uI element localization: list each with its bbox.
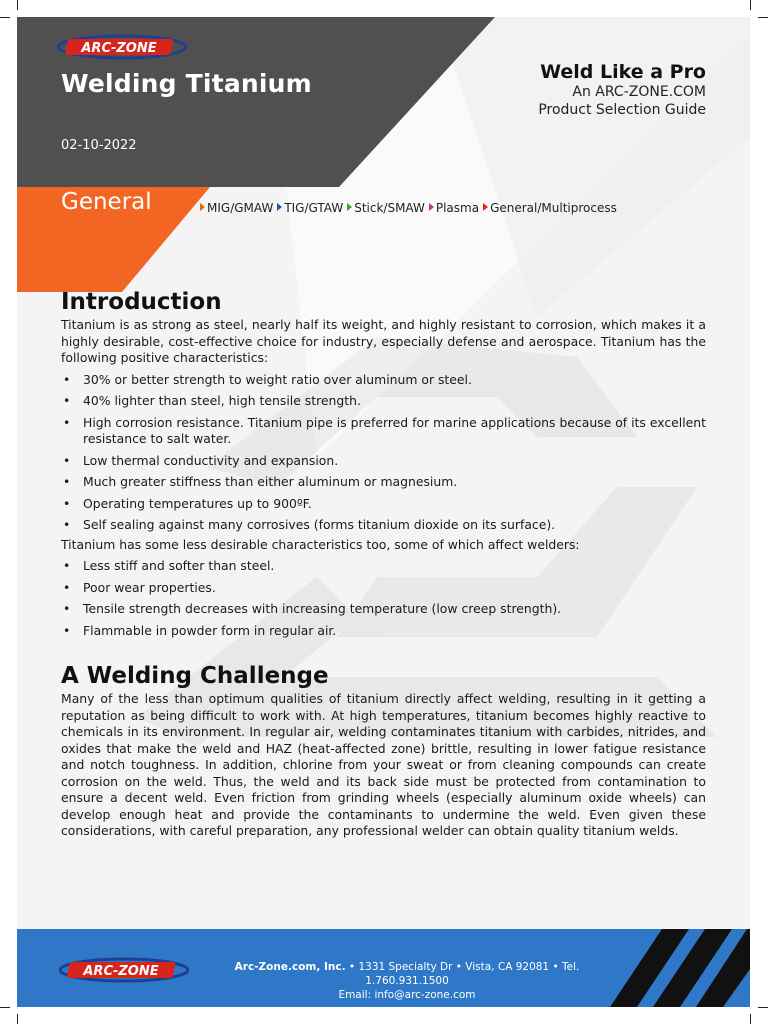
arc-zone-logo — [57, 34, 187, 60]
tagline-block — [538, 61, 706, 119]
process-item — [200, 201, 273, 215]
list-item: • Tensile strength decreases with increasing temperature (low creep strength). — [61, 601, 706, 618]
crop-mark — [17, 1014, 18, 1024]
category-label: General — [61, 189, 152, 215]
crop-mark — [758, 17, 768, 18]
list-item: • Less stiff and softer than steel. — [61, 558, 706, 575]
triangle-bullet-icon — [347, 203, 352, 211]
crop-mark — [750, 0, 751, 10]
footer-company: Arc-Zone.com, Inc. — [234, 961, 346, 973]
triangle-bullet-icon — [483, 203, 488, 211]
svg-text:ARC-ZONE: ARC-ZONE — [83, 964, 159, 979]
list-item: • 30% or better strength to weight ratio over aluminum or steel. — [61, 372, 706, 389]
process-label: General/Multiprocess — [490, 201, 617, 215]
tagline-subtitle: An ARC-ZONE.COM — [572, 84, 706, 100]
negative-characteristics-list — [61, 558, 706, 639]
process-item — [483, 201, 617, 215]
triangle-bullet-icon — [200, 203, 205, 211]
document-page — [17, 17, 750, 1007]
intro-paragraph-2: Titanium has some less desirable characteristics too, some of which affect welders: — [61, 536, 580, 552]
footer — [17, 929, 750, 1007]
process-label: Plasma — [435, 201, 480, 215]
crop-mark — [17, 0, 18, 10]
process-item — [347, 201, 425, 215]
challenge-paragraph: Many of the less than optimum qualities of titanium directly affect welding, resulting in it getting a reputation as being difficult to work with. At high temperatures, titanium becomes highly reactive to chemicals in its environment. In regular air, welding contaminates titanium with carbides, nitrides, and oxides that make the weld and HAZ (heat-affected zone) brittle, resulting in lower fatigue resistance and notch toughness. In addition, chlorine from your sweat or from cleaning compounds can create corrosion on the weld. Thus, the weld and its back side must be protected from contamination to ensure a decent weld. Even friction from grinding wheels (especially aluminum oxide wheels) can develop enough heat and provide the contaminants to undermine the weld. Even given these considerations, with careful preparation, any professional welder can obtain quality titanium welds. — [61, 691, 706, 838]
crop-mark — [0, 17, 10, 18]
process-item — [277, 201, 343, 215]
footer-address: • 1331 Specialty Dr • Vista, CA 92081 • Tel. 1.760.931.1500 — [345, 961, 580, 987]
triangle-bullet-icon — [277, 203, 282, 211]
list-item: • High corrosion resistance. Titanium pipe is preferred for marine applications because of its excellent resistance to salt water. — [61, 415, 706, 448]
footer-contact — [217, 960, 597, 1002]
intro-paragraph: Titanium is as strong as steel, nearly half its weight, and highly resistant to corrosion, which makes it a highly desirable, cost-effective choice for industry, especially defense and aerospace. Titanium has the following positive characteristics: — [61, 317, 706, 365]
list-item: • Poor wear properties. — [61, 580, 706, 597]
list-item: • 40% lighter than steel, high tensile strength. — [61, 393, 706, 410]
process-item — [429, 201, 479, 215]
main-content — [61, 287, 706, 840]
intro-heading: Introduction — [61, 289, 222, 315]
page-title: Welding Titanium — [61, 69, 312, 98]
process-list — [200, 201, 621, 215]
footer-arc-zone-logo — [59, 957, 189, 983]
tagline-subtitle-2: Product Selection Guide — [538, 102, 706, 118]
process-label: TIG/GTAW — [284, 201, 344, 215]
positive-characteristics-list — [61, 372, 706, 534]
crop-mark — [758, 1007, 768, 1008]
tagline-heading: Weld Like a Pro — [540, 61, 706, 83]
list-item: • Much greater stiffness than either aluminum or magnesium. — [61, 474, 706, 491]
challenge-heading: A Welding Challenge — [61, 663, 329, 689]
triangle-bullet-icon — [429, 203, 434, 211]
svg-text:ARC-ZONE: ARC-ZONE — [81, 41, 157, 56]
list-item: • Operating temperatures up to 900ºF. — [61, 496, 706, 513]
footer-email: Email: info@arc-zone.com — [338, 989, 476, 1001]
process-label: MIG/GMAW — [207, 201, 274, 215]
process-label: Stick/SMAW — [354, 201, 425, 215]
list-item: • Low thermal conductivity and expansion. — [61, 453, 706, 470]
crop-mark — [0, 1007, 10, 1008]
list-item: • Flammable in powder form in regular air. — [61, 623, 706, 640]
crop-mark — [750, 1014, 751, 1024]
document-date: 02-10-2022 — [61, 138, 137, 153]
list-item: • Self sealing against many corrosives (forms titanium dioxide on its surface). — [61, 517, 706, 534]
